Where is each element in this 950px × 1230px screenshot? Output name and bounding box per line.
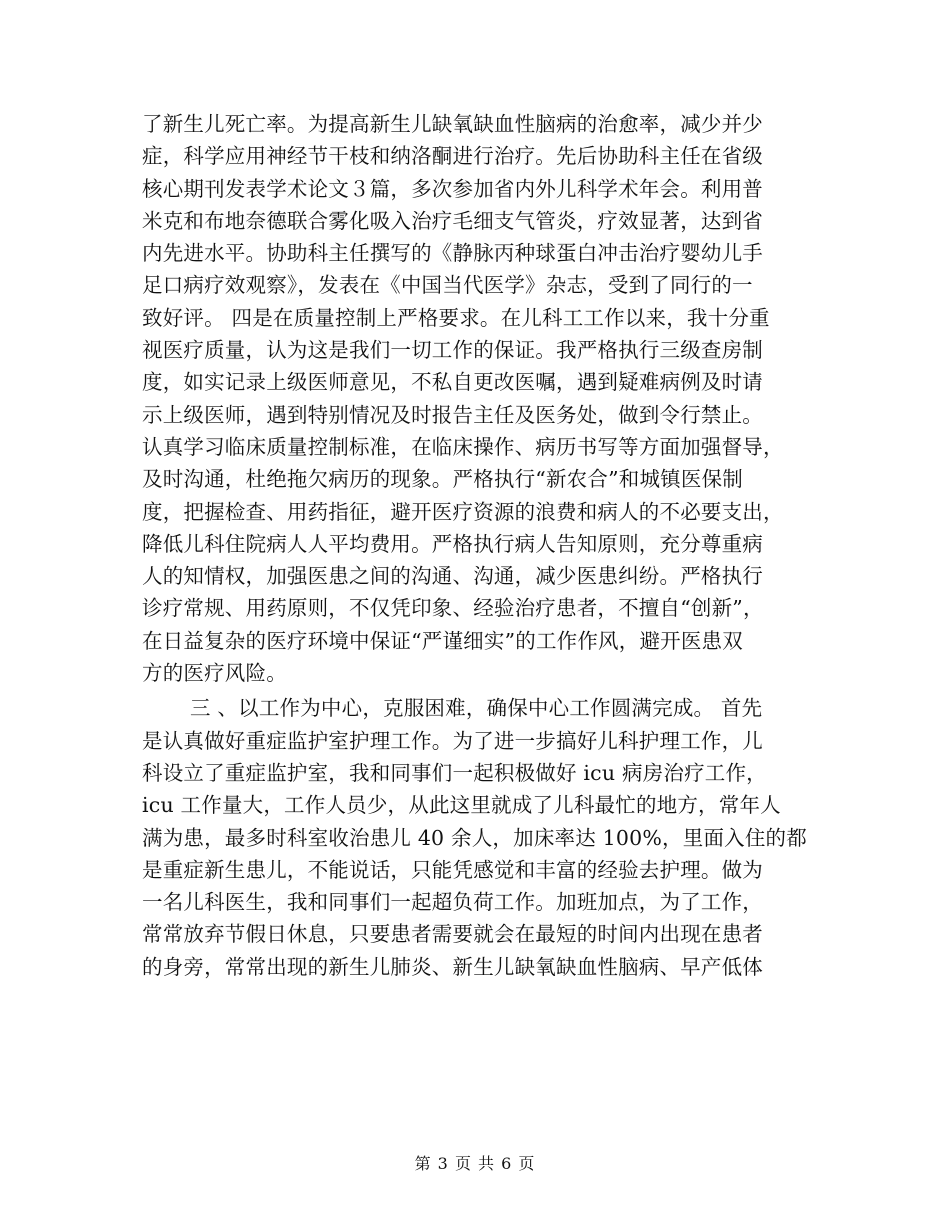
text-line: 核心期刊发表学术论文３篇，多次参加省内外儿科学术年会。利用普 [142,176,763,201]
text-line: 方的医疗风险。 [142,661,287,686]
text-line: 致好评。 四是在质量控制上严格要求。在儿科工工作以来，我十分重 [142,305,770,330]
text-line: 满为患，最多时科室收治患儿 40 余人，加床率达 100%，里面入住的都 [142,825,807,850]
text-line-indented: 三 、以工作为中心，克服困难，确保中心工作圆满完成。 首先 [190,696,763,721]
body-text [142,108,812,983]
text-line: 的身旁，常常出现的新生儿肺炎、新生儿缺氧缺血性脑病、早产低体 [142,954,763,979]
text-line: 度，如实记录上级医师意见，不私自更改医嘱，遇到疑难病例及时请 [142,370,763,395]
text-line: 及时沟通，杜绝拖欠病历的现象。严格执行“新农合”和城镇医保制 [142,467,743,492]
page-number-footer: 第 3 页 共 6 页 [414,1154,536,1173]
text-line: 常常放弃节假日休息，只要患者需要就会在最短的时间内出现在患者 [142,922,763,947]
paragraph-2 [142,692,812,983]
text-line: 是认真做好重症监护室护理工作。为了进一步搞好儿科护理工作，儿 [142,728,763,753]
text-line: icu 工作量大，工作人员少，从此这里就成了儿科最忙的地方，常年人 [142,793,781,818]
text-line: 诊疗常规、用药原则，不仅凭印象、经验治疗患者，不擅自“创新”， [142,596,764,621]
text-line: 科设立了重症监护室，我和同事们一起积极做好 icu 病房治疗工作， [142,760,767,785]
text-line: 认真学习临床质量控制标准，在临床操作、病历书写等方面加强督导， [142,434,784,459]
text-line: 症，科学应用神经节干枝和纳洛酮进行治疗。先后协助科主任在省级 [142,144,763,169]
text-line: 了新生儿死亡率。为提高新生儿缺氧缺血性脑病的治愈率，减少并少 [142,112,763,136]
paragraph-1 [142,108,812,689]
text-line: 视医疗质量，认为这是我们一切工作的保证。我严格执行三级查房制 [142,338,763,363]
text-line: 是重症新生患儿，不能说话，只能凭感觉和丰富的经验去护理。做为 [142,857,763,882]
text-line: 足口病疗效观察》，发表在《中国当代医学》杂志，受到了同行的一 [142,273,753,298]
text-line: 人的知情权，加强医患之间的沟通、沟通，减少医患纠纷。严格执行 [142,564,763,589]
text-line: 示上级医师，遇到特别情况及时报告主任及医务处，做到令行禁止。 [142,402,763,427]
text-line: 度，把握检查、用药指征，避开医疗资源的浪费和病人的不必要支出， [142,499,784,524]
text-line: 内先进水平。协助科主任撰写的《静脉丙种球蛋白冲击治疗婴幼儿手 [142,241,763,266]
text-line: 米克和布地奈德联合雾化吸入治疗毛细支气管炎，疗效显著，达到省 [142,208,763,233]
text-line: 降低儿科住院病人人平均费用。严格执行病人告知原则，充分尊重病 [142,531,763,556]
text-line: 一名儿科医生，我和同事们一起超负荷工作。加班加点，为了工作， [142,890,763,915]
text-line: 在日益复杂的医疗环境中保证“严谨细实”的工作作风，避开医患双 [142,628,743,653]
